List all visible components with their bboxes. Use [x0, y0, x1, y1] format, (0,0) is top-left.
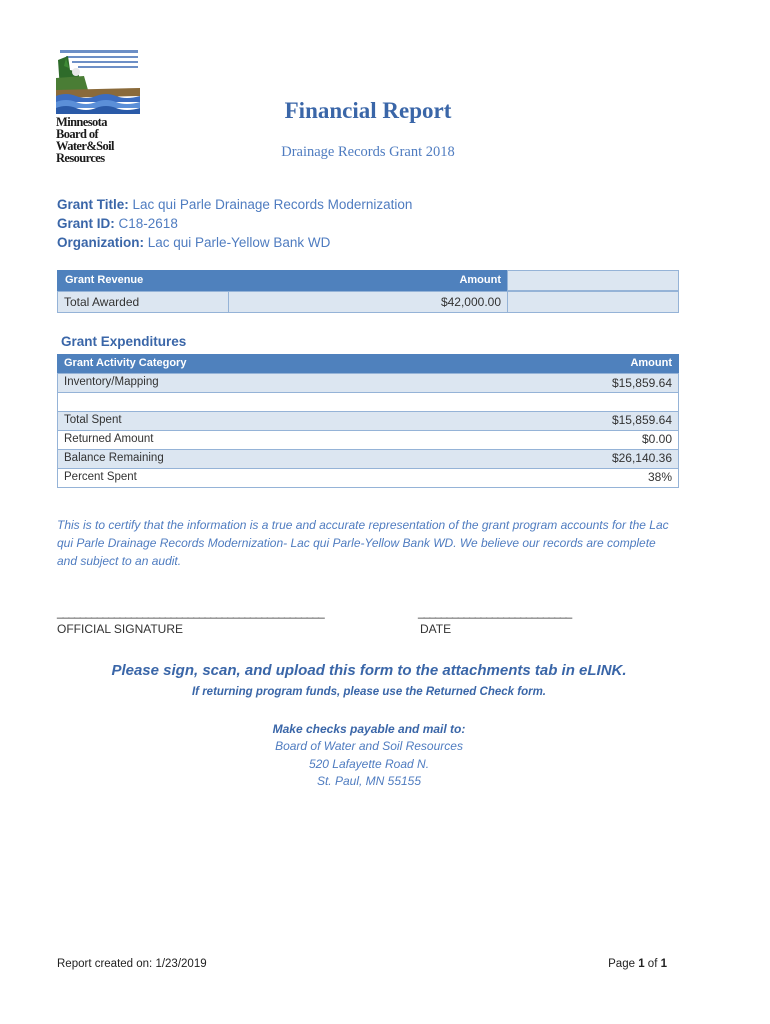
grant-title-value: Lac qui Parle Drainage Records Modernization: [132, 197, 413, 212]
address-line: St. Paul, MN 55155: [316, 774, 422, 788]
page-prefix: Page: [608, 958, 639, 970]
row-label: Inventory/Mapping: [64, 376, 159, 388]
table-row: [57, 412, 679, 431]
upload-instruction: Please sign, scan, and upload this form to the attachments tab in eLINK.: [111, 662, 627, 679]
certification-text: This is to certify that the information is a true and accurate representation of the grant program accounts for the Lac qui Parle Drainage Records Modernization- Lac qui Parle-Yellow Bank WD. We believe our records are complete and subject to an audit.: [57, 518, 669, 568]
row-label: Percent Spent: [64, 471, 137, 483]
table-divider: [507, 291, 508, 313]
revenue-col-category: Grant Revenue: [65, 274, 144, 286]
mail-header: Make checks payable and mail to:: [272, 722, 466, 736]
page-number: [608, 958, 667, 970]
address-line: Board of Water and Soil Resources: [275, 739, 463, 753]
grant-id-value: C18-2618: [118, 216, 178, 231]
page-current: 1: [638, 958, 645, 970]
revenue-header-blank: [507, 270, 679, 291]
report-created-date: Report created on: 1/23/2019: [57, 958, 207, 970]
row-label: Total Spent: [64, 414, 122, 426]
grant-title-line: [57, 197, 412, 212]
row-amount: $26,140.36: [611, 451, 672, 465]
table-row: [57, 393, 679, 412]
row-amount: $15,859.64: [611, 413, 672, 427]
organization-label: Organization:: [57, 235, 144, 250]
organization-line: [57, 235, 330, 250]
revenue-table: [57, 270, 679, 313]
page-of: of: [644, 958, 661, 970]
address-line: 520 Lafayette Road N.: [308, 757, 430, 771]
row-label: Returned Amount: [64, 433, 154, 445]
logo-wordmark: [56, 116, 114, 164]
total-awarded-label: Total Awarded: [64, 295, 140, 309]
logo-line: Minnesota: [56, 115, 107, 129]
row-amount: 38%: [647, 470, 672, 484]
row-amount: $0.00: [641, 432, 672, 446]
page-title: Financial Report: [284, 98, 452, 123]
expenditures-title: Grant Expenditures: [61, 334, 187, 349]
expenditures-col-amount: Amount: [630, 357, 672, 369]
table-row: [57, 291, 679, 313]
logo-landscape-icon: [54, 50, 140, 116]
row-amount: $15,859.64: [611, 376, 672, 390]
logo-line: Resources: [56, 151, 105, 165]
table-row: [57, 373, 679, 393]
signature-label: OFFICIAL SIGNATURE: [57, 622, 184, 636]
revenue-col-amount: Amount: [459, 274, 501, 286]
date-line: ___________________________: [418, 605, 572, 619]
table-row: [57, 469, 679, 488]
table-row: [57, 431, 679, 450]
organization-value: Lac qui Parle-Yellow Bank WD: [147, 235, 331, 250]
logo-line: Water&Soil: [56, 139, 114, 153]
page-subtitle: Drainage Records Grant 2018: [281, 144, 455, 160]
expenditures-col-category: Grant Activity Category: [64, 357, 187, 369]
grant-id-label: Grant ID:: [57, 216, 115, 231]
bwsr-logo: [54, 50, 140, 168]
table-divider: [228, 291, 229, 313]
expenditures-table: [57, 354, 679, 488]
table-row: [57, 450, 679, 469]
returned-check-note: If returning program funds, please use the Returned Check form.: [191, 686, 546, 698]
page-total: 1: [660, 958, 667, 970]
row-label: Balance Remaining: [64, 452, 164, 464]
logo-line: Board of: [56, 127, 99, 141]
grant-id-line: [57, 216, 178, 231]
date-label: DATE: [420, 622, 452, 636]
total-awarded-amount: $42,000.00: [440, 295, 501, 309]
grant-title-label: Grant Title:: [57, 197, 129, 212]
signature-line: _______________________________________________: [57, 605, 324, 619]
